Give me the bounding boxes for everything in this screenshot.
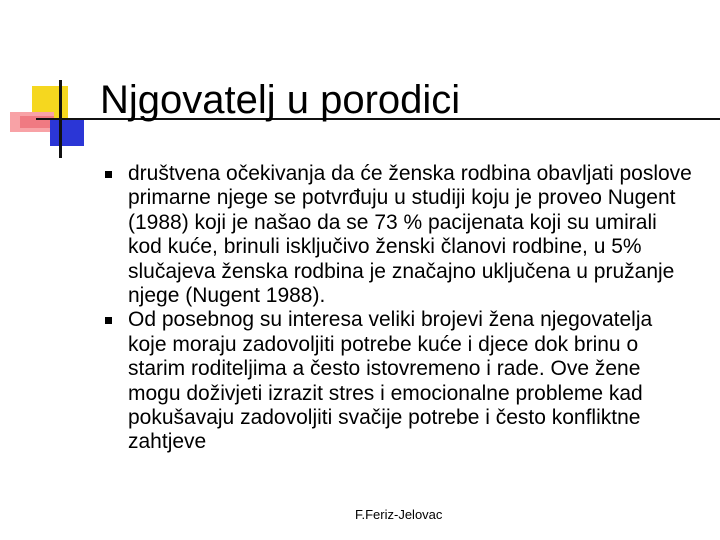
square-bullet-icon [105,317,112,324]
square-bullet-icon [105,171,112,178]
decor-blue-square [50,120,84,146]
slide-footer: F.Feriz-Jelovac [355,507,443,522]
bullet-item [105,308,695,454]
bullet-text: Od posebnog su interesa veliki brojevi žena njegovatelja koje moraju zadovoljiti potrebe kuće i djece dok brinu o starim roditeljima a često istovremeno i rade. Ove žene mogu doživjeti izrazit stres i emocionalne probleme kad pokušavaju zadovoljiti svačije potrebe i često konfliktne zahtjeve [128,308,653,454]
bullet-list [105,162,695,455]
bullet-item [105,162,695,308]
bullet-text: društvena očekivanja da će ženska rodbina obavljati poslove primarne njege se potvrđuju u studiji koju je proveo Nugent (1988) koji je našao da se 73 % pacijenata koji su umirali kod kuće, brinuli isključivo ženski članovi rodbine, u 5% slučajeva ženska rodbina je značajno uključena u pružanje njege (Nugent 1988). [128,162,692,308]
slide-title: Njgovatelj u porodici [100,78,461,122]
